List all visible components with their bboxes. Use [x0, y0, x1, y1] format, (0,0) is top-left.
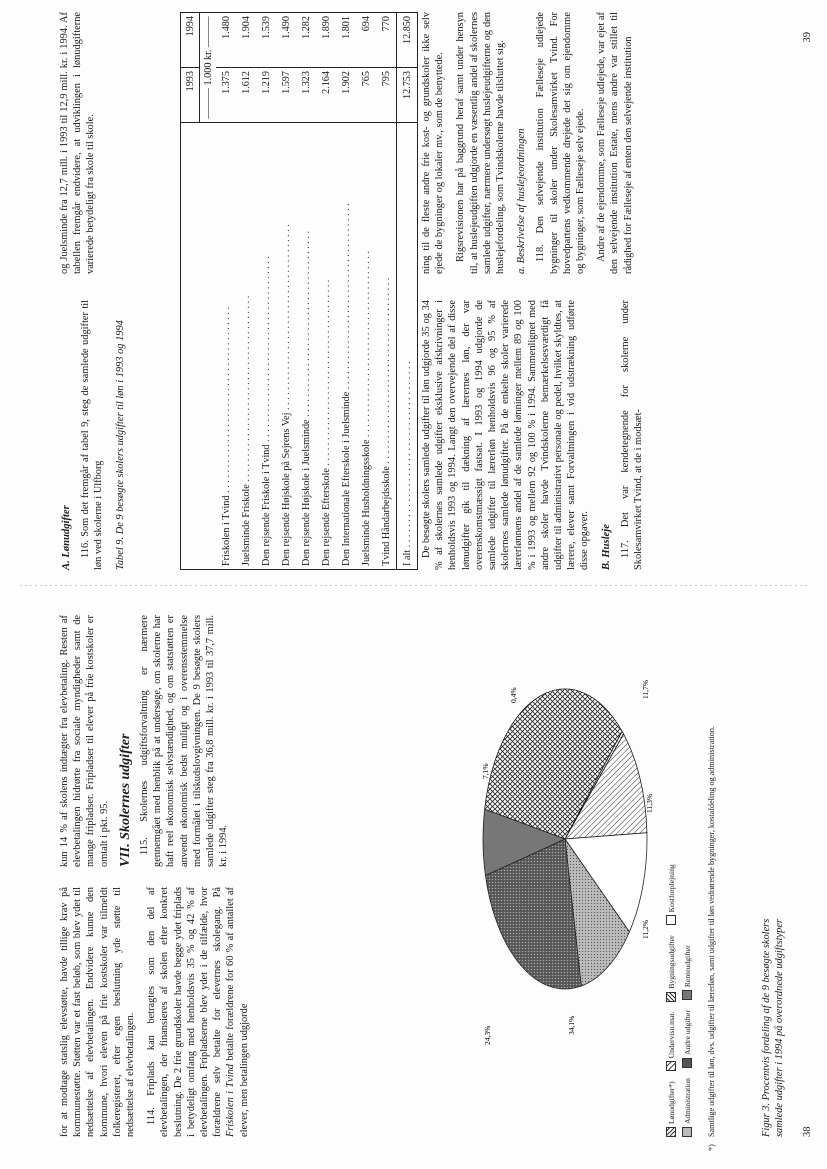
table-row: Den rejsende Efterskole . . . 2.164 1.890 [316, 13, 336, 570]
footnote-mark: *) [707, 1144, 716, 1151]
paragraph-118-continued: Andre af de ejendomme, som Fælleseje udlejede, var ejet af den selvejende institution Estate, mens andre var stillet til rådighed for Fælleseje af enten den selvejende institution [596, 12, 634, 274]
table-9-wrapper [180, 10, 418, 570]
paragraph-114-end: betalte forældrene for 60 % af antallet af elever, men betalingen udgjorde [225, 887, 250, 1137]
figure-caption: Figur 3. Procentvis fordeling af de 9 besøgte skolers samlede udgifter i 1994 på overordnede udgiftstyper [761, 918, 785, 1137]
heading-lonudgifter: A. Lønudgifter [61, 505, 72, 570]
paragraph-113-end: for at modtage statslig elevstøtte, havde tillige krav på kommunestøtte. Støtten var et fast beløb, som blev ydet til nedsættelse af elevbetalingen. Endvidere kunne den kommune, hvori eleven på frie kostskoler var tilmeldt folkeregisteret, efter egen beslutning yde støtte til nedsættelse af elevbetalingen. [59, 887, 137, 1137]
pie-label-bygning: 11,7% [641, 679, 650, 699]
table-body [216, 13, 397, 570]
paragraph-117: 117. Det var kendetegnende for skolerne under Skolesamvirket Tvind, at de i modsæt- [619, 300, 645, 570]
table-9 [180, 12, 418, 570]
paragraph-114-continued: kun 14 % af skolens indtægter fra elevbetaling. Resten af elevbetalingen hidrørte fra sociale myndigheder samt de mange fripladser. Fripladser til elever på frie kostskoler er omtalt i pkt. 95. [59, 615, 110, 867]
pie-label-lon: 34,1% [567, 1015, 576, 1035]
legend-swatch-icon [682, 990, 692, 1000]
page-38 [0, 585, 827, 1169]
legend-rente: Renteudgifter [682, 945, 692, 1000]
legend-administration: Administration [682, 1078, 692, 1137]
heading-husleje: B. Husleje [600, 524, 612, 570]
table-row: Friskolen i Tvind . . . 1.375 1.480 [216, 13, 236, 570]
legend-swatch-icon [666, 1127, 676, 1137]
legend-swatch-icon [666, 1061, 676, 1071]
legend-kost: Kostforplejning [666, 864, 676, 925]
table-row: Den rejsende Højskole på Sejrens Vej . . . 1.597 1.490 [276, 13, 296, 570]
table-total-row: I alt . . . 12.753 12.850 [397, 13, 418, 570]
table-row: Juelsminde Friskole . . . 1.612 1.904 [236, 13, 256, 570]
table-row: Tvind Håndarbejdsskole . . . 795 770 [376, 13, 397, 570]
left-column-2 [58, 615, 238, 867]
col-1994: 1994 [181, 13, 200, 68]
col-1993: 1993 [181, 68, 200, 123]
left-column-1 [58, 887, 259, 1137]
footnote-text: Samtlige udgifter til løn, dvs. udgifter til lærerløn, samt udgifter til løn vedrørende bygninger, kostafdeling og administration. [707, 725, 716, 1137]
page-39 [0, 0, 827, 584]
legend-swatch-icon [682, 1127, 692, 1137]
table-row: Den rejsende Friskole i Tvind . . . 1.219 1.539 [256, 13, 276, 570]
right-column-2-lower [420, 12, 643, 274]
paragraph-117-continued: ning til de fleste andre frie kost- og grundskoler ikke selv ejede de bygninger og lokaler mv., som de benyttede. [421, 12, 446, 274]
legend-swatch-icon [666, 992, 676, 1002]
right-column-1-lower [420, 300, 653, 570]
legend-lon: Lønudgifter*) [666, 1081, 676, 1137]
table-row: Den rejsende Højskole i Juelsminde . . . 1.323 1.282 [296, 13, 316, 570]
paragraph-118: 118. Den selvejende institution Fælleseje udlejede bygninger til skoler under Skolesamvirket Tvind. For hovedpartens vedkommende drejede det sig om ejendomme og bygninger, som Fælleseje selv ejede. [535, 12, 587, 274]
legend-swatch-icon [682, 1058, 692, 1068]
table-row: Den Internationale Efterskole i Juelsminde . . . 1.902 1.801 [336, 13, 356, 570]
paragraph-116: 116. Som det fremgår af tabel 9, steg de samlede udgifter til løn ved skolerne i Ulfborg [80, 300, 105, 570]
pie-chart [470, 619, 660, 1139]
pie-legend [666, 864, 698, 1137]
table-header [181, 13, 200, 570]
pie-label-undervisning: 0,4% [509, 687, 518, 703]
pie-figure [470, 619, 665, 1139]
unit-label: ——— 1.000 kr. ——— [200, 13, 217, 123]
gutter-divider [20, 585, 810, 586]
pie-label-kost: 11,3% [645, 793, 654, 813]
table-unit-row [200, 13, 217, 570]
table-caption: Tabel 9. De 9 besøgte skolers udgifter til løn i 1993 og 1994 [114, 320, 126, 570]
paragraph-rigsrevisionen: Rigsrevisionen har på baggrund heraf samt under hensyn til, at huslejeudgiften udgjorde en væsentlig andel af skolernes samlede udgifter, nærmere undersøgt huslejeudgifterne og den huslejefordeling, som Tvindskolerne havde tilsluttet sig. [455, 12, 507, 274]
legend-swatch-icon [666, 915, 676, 925]
paragraph-lon-analysis: De besøgte skolers samlede udgifter til løn udgjorde 35 og 34 % af skolernes samlede udgifter eksklusive afskrivninger i henholdsvis 1993 og 1994. Langt den overvejende del af disse lønudgifter gik til dækning af lærernes løn, der var overenskomstmæssigt fastsat. I 1993 og 1994 udgjorde de samlede udgifter til lærerløn henholdsvis 96 og 95 % af skolernes samlede lønudgifter. På de enkelte skoler varierede lærerlønnens andel af de samlede lønninger mellem 89 og 100 % i 1993 og mellem 92 og 100 % i 1994. Sammenlignet med andre skoler havde Tvindskolerne bemærkelsesværdigt få udgifter til administrativt personale og pedel, hvilket skyldtes, at lærere, elever samt Forvaltningen i vid udstrækning udførte disse opgaver. [421, 300, 591, 570]
paragraph-115: 115. Skolernes udgiftsforvaltning er nærmere gennemgået med henblik på at undersøge, om skolerne har haft reel økonomisk selvstændighed, og om statstøtten er anvendt økonomisk bedst muligt og i overensstemmelse med formålet i tilskudslovgivningen. De 9 besøgte skolers samlede udgifter steg fra 36,8 mill. kr. i 1993 til 37,7 mill. kr. i 1994. [139, 615, 230, 867]
section-heading: VII. Skolernes udgifter [117, 733, 133, 867]
pie-label-rente: 7,1% [481, 763, 490, 779]
paragraph-114 [145, 887, 251, 1137]
pie-label-andre: 24,3% [483, 1025, 492, 1045]
legend-andre: Andre udgifter [682, 1010, 692, 1068]
legend-undervisning: Undervisn.mat. [666, 1012, 676, 1072]
pie-slices [483, 689, 647, 989]
school-name-italic: Friskolen i Tvind [225, 1064, 237, 1137]
footnote [706, 617, 717, 1151]
paragraph-116-continued: og Juelsminde fra 12,7 mill. i 1993 til 12,9 mill. kr. i 1994. Af tabellen fremgår endvidere, at udviklingen i lønudgifterne varierede betydeligt fra skole til skole. [59, 12, 97, 274]
page-number-39: 39 [802, 32, 813, 43]
page-number-38: 38 [802, 1126, 813, 1137]
pie-label-administration: 11,2% [641, 919, 650, 939]
right-column-2 [58, 12, 106, 274]
table-row: Juelsminde Husholdningsskole . . . 765 694 [356, 13, 376, 570]
right-column-1 [58, 300, 135, 570]
heading-husleje-ordning: a. Beskrivelse af huslejeordningen [516, 128, 528, 274]
legend-bygning: Bygningsudgifter [666, 935, 676, 1001]
paragraph-114-text: 114. Friplads kan betragtes som den del af elevbetalingen, der finansieres af skolen efter konkret beslutning. De 2 frie grundskoler havde begge ydet friplads i betydeligt omfang med henholdsvis 35 % og 42 % af elevbetalingen. Fripladserne blev ydet i de tilfælde, hvor forældrene selv betalte for elevernes skolegang. På [146, 887, 224, 1137]
